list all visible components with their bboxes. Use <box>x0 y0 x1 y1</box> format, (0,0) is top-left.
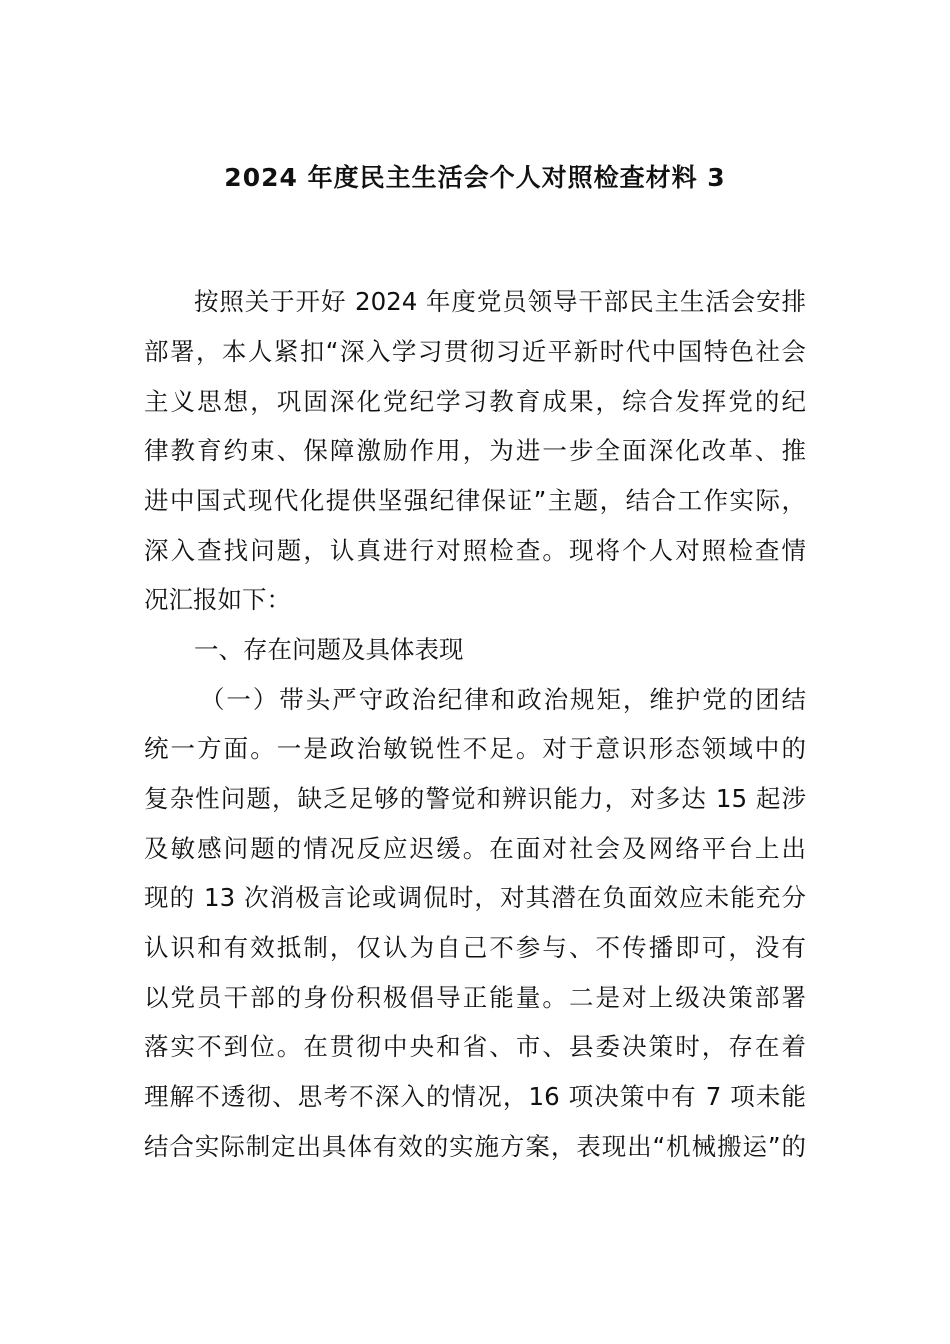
paragraph-line: 结合实际制定出具体有效的实施方案，表现出“机械搬运”的 <box>144 1132 806 1161</box>
paragraph-line: 理解不透彻、思考不深入的情况，16 项决策中有 7 项未能 <box>144 1082 806 1111</box>
paragraph-line: 主义思想，巩固深化党纪学习教育成果，综合发挥党的纪 <box>144 387 806 416</box>
document-title: 2024 年度民主生活会个人对照检查材料 3 <box>224 163 726 192</box>
paragraph-line: 认识和有效抵制，仅认为自己不参与、不传播即可，没有 <box>144 933 806 962</box>
paragraph-line: 现的 13 次消极言论或调侃时，对其潜在负面效应未能充分 <box>144 883 806 912</box>
paragraph-line: 进中国式现代化提供坚强纪律保证”主题，结合工作实际， <box>144 486 806 515</box>
paragraph-line: 以党员干部的身份积极倡导正能量。二是对上级决策部署 <box>144 983 806 1012</box>
paragraph-line: 及敏感问题的情况反应迟缓。在面对社会及网络平台上出 <box>144 834 806 863</box>
paragraph-line: 统一方面。一是政治敏锐性不足。对于意识形态领域中的 <box>144 734 806 763</box>
paragraph-line: 律教育约束、保障激励作用，为进一步全面深化改革、推 <box>144 436 806 465</box>
paragraph-line: 深入查找问题，认真进行对照检查。现将个人对照检查情 <box>144 536 806 565</box>
paragraph-line: 复杂性问题，缺乏足够的警觉和辨识能力，对多达 15 起涉 <box>144 784 806 813</box>
paragraph-line: 部署，本人紧扣“深入学习贯彻习近平新时代中国特色社会 <box>144 337 806 366</box>
paragraph-line: （一）带头严守政治纪律和政治规矩，维护党的团结 <box>200 685 806 714</box>
paragraph-line: 按照关于开好 2024 年度党员领导干部民主生活会安排 <box>194 287 806 316</box>
paragraph-line: 况汇报如下： <box>144 585 291 614</box>
paragraph-line: 落实不到位。在贯彻中央和省、市、县委决策时，存在着 <box>144 1032 806 1061</box>
section-heading: 一、存在问题及具体表现 <box>194 635 464 664</box>
